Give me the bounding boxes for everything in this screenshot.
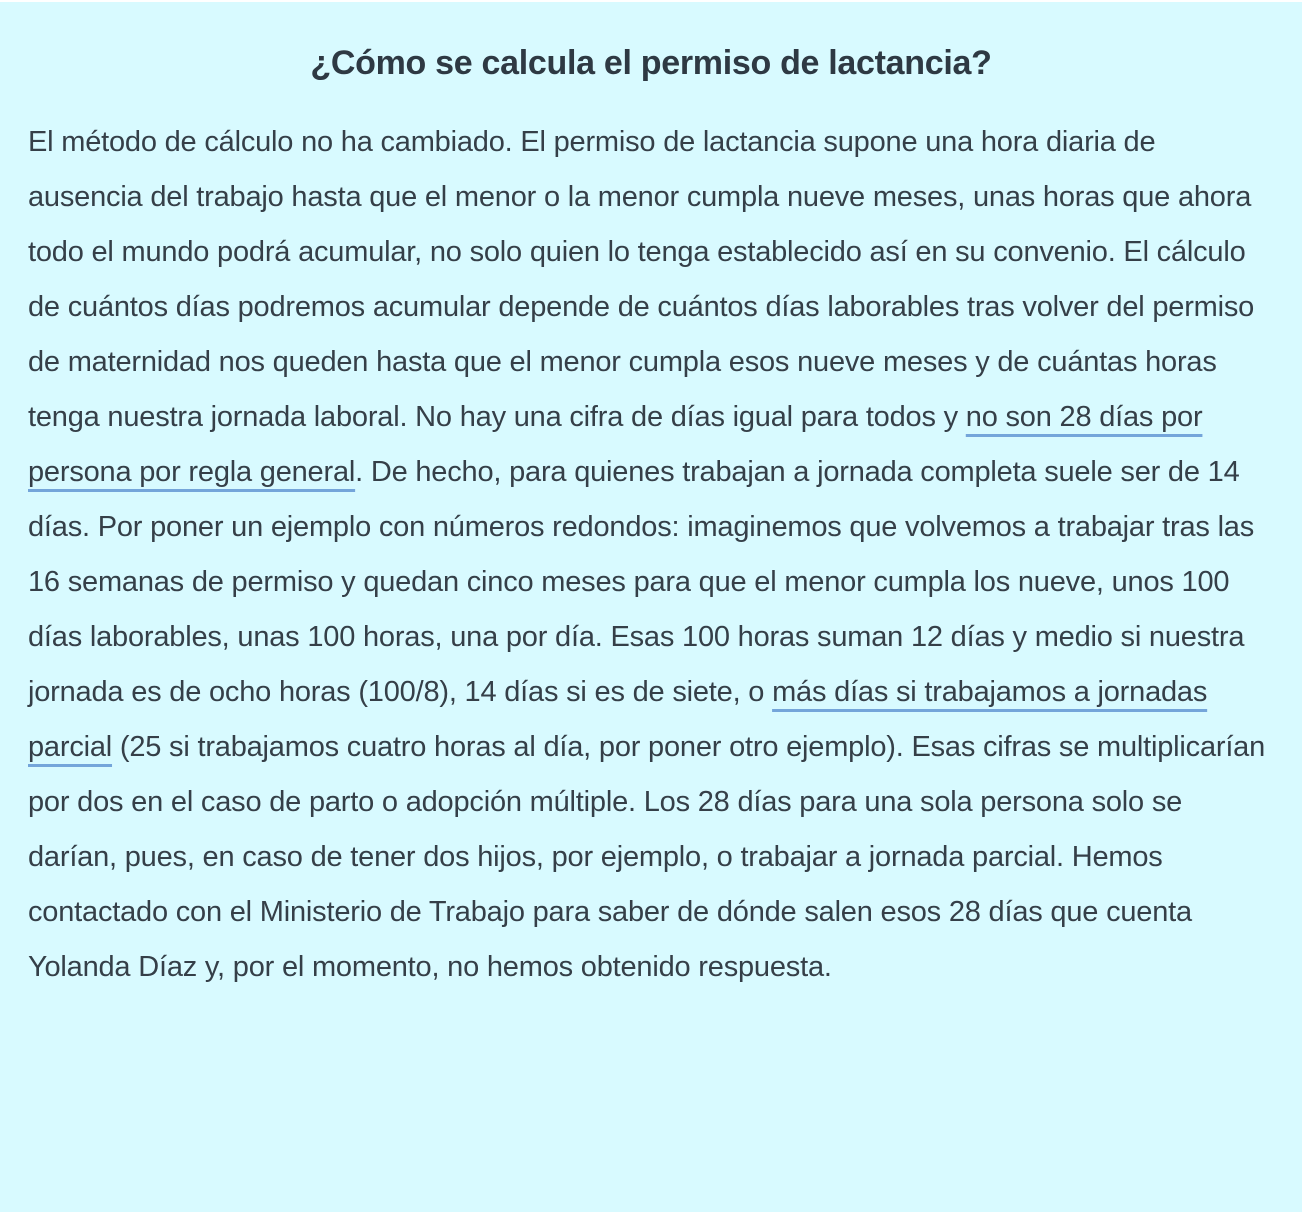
- inline-link[interactable]: no son 28 días por persona por regla general: [28, 400, 1203, 488]
- section-heading: ¿Cómo se calcula el permiso de lactancia?: [310, 44, 992, 82]
- inline-link[interactable]: más días si trabajamos a jornadas parcial: [28, 675, 1208, 763]
- paragraph-text: (25 si trabajamos cuatro horas al día, por poner otro ejemplo). Esas cifras se multiplicarían por dos en el caso de parto o adopción múltiple. Los 28 días para una sola persona solo se darían, pues, en caso de tener dos hijos, por ejemplo, o trabajar a jornada parcial. Hemos contactado con el Ministerio de Trabajo para saber de dónde salen esos 28 días que cuenta Yolanda Díaz y, por el momento, no hemos obtenido respuesta.: [28, 730, 1266, 983]
- article-paragraph: [28, 115, 1274, 995]
- paragraph-text: . De hecho, para quienes trabajan a jornada completa suele ser de 14 días. Por poner un ejemplo con números redondos: imaginemos que volvemos a trabajar tras las 16 semanas de permiso y quedan cinco meses para que el menor cumpla los nueve, unos 100 días laborables, unas 100 horas, una por día. Esas 100 horas suman 12 días y medio si nuestra jornada es de ocho horas (100/8), 14 días si es de siete, o: [28, 455, 1255, 708]
- article-section: [0, 2, 1302, 1035]
- paragraph-text: El método de cálculo no ha cambiado. El permiso de lactancia supone una hora diaria de ausencia del trabajo hasta que el menor o la menor cumpla nueve meses, unas horas que ahora todo el mundo podrá acumular, no solo quien lo tenga establecido así en su convenio. El cálculo de cuántos días podremos acumular depende de cuántos días laborables tras volver del permiso de maternidad nos queden hasta que el menor cumpla esos nueve meses y de cuántas horas tenga nuestra jornada laboral. No hay una cifra de días igual para todos y: [28, 125, 1255, 433]
